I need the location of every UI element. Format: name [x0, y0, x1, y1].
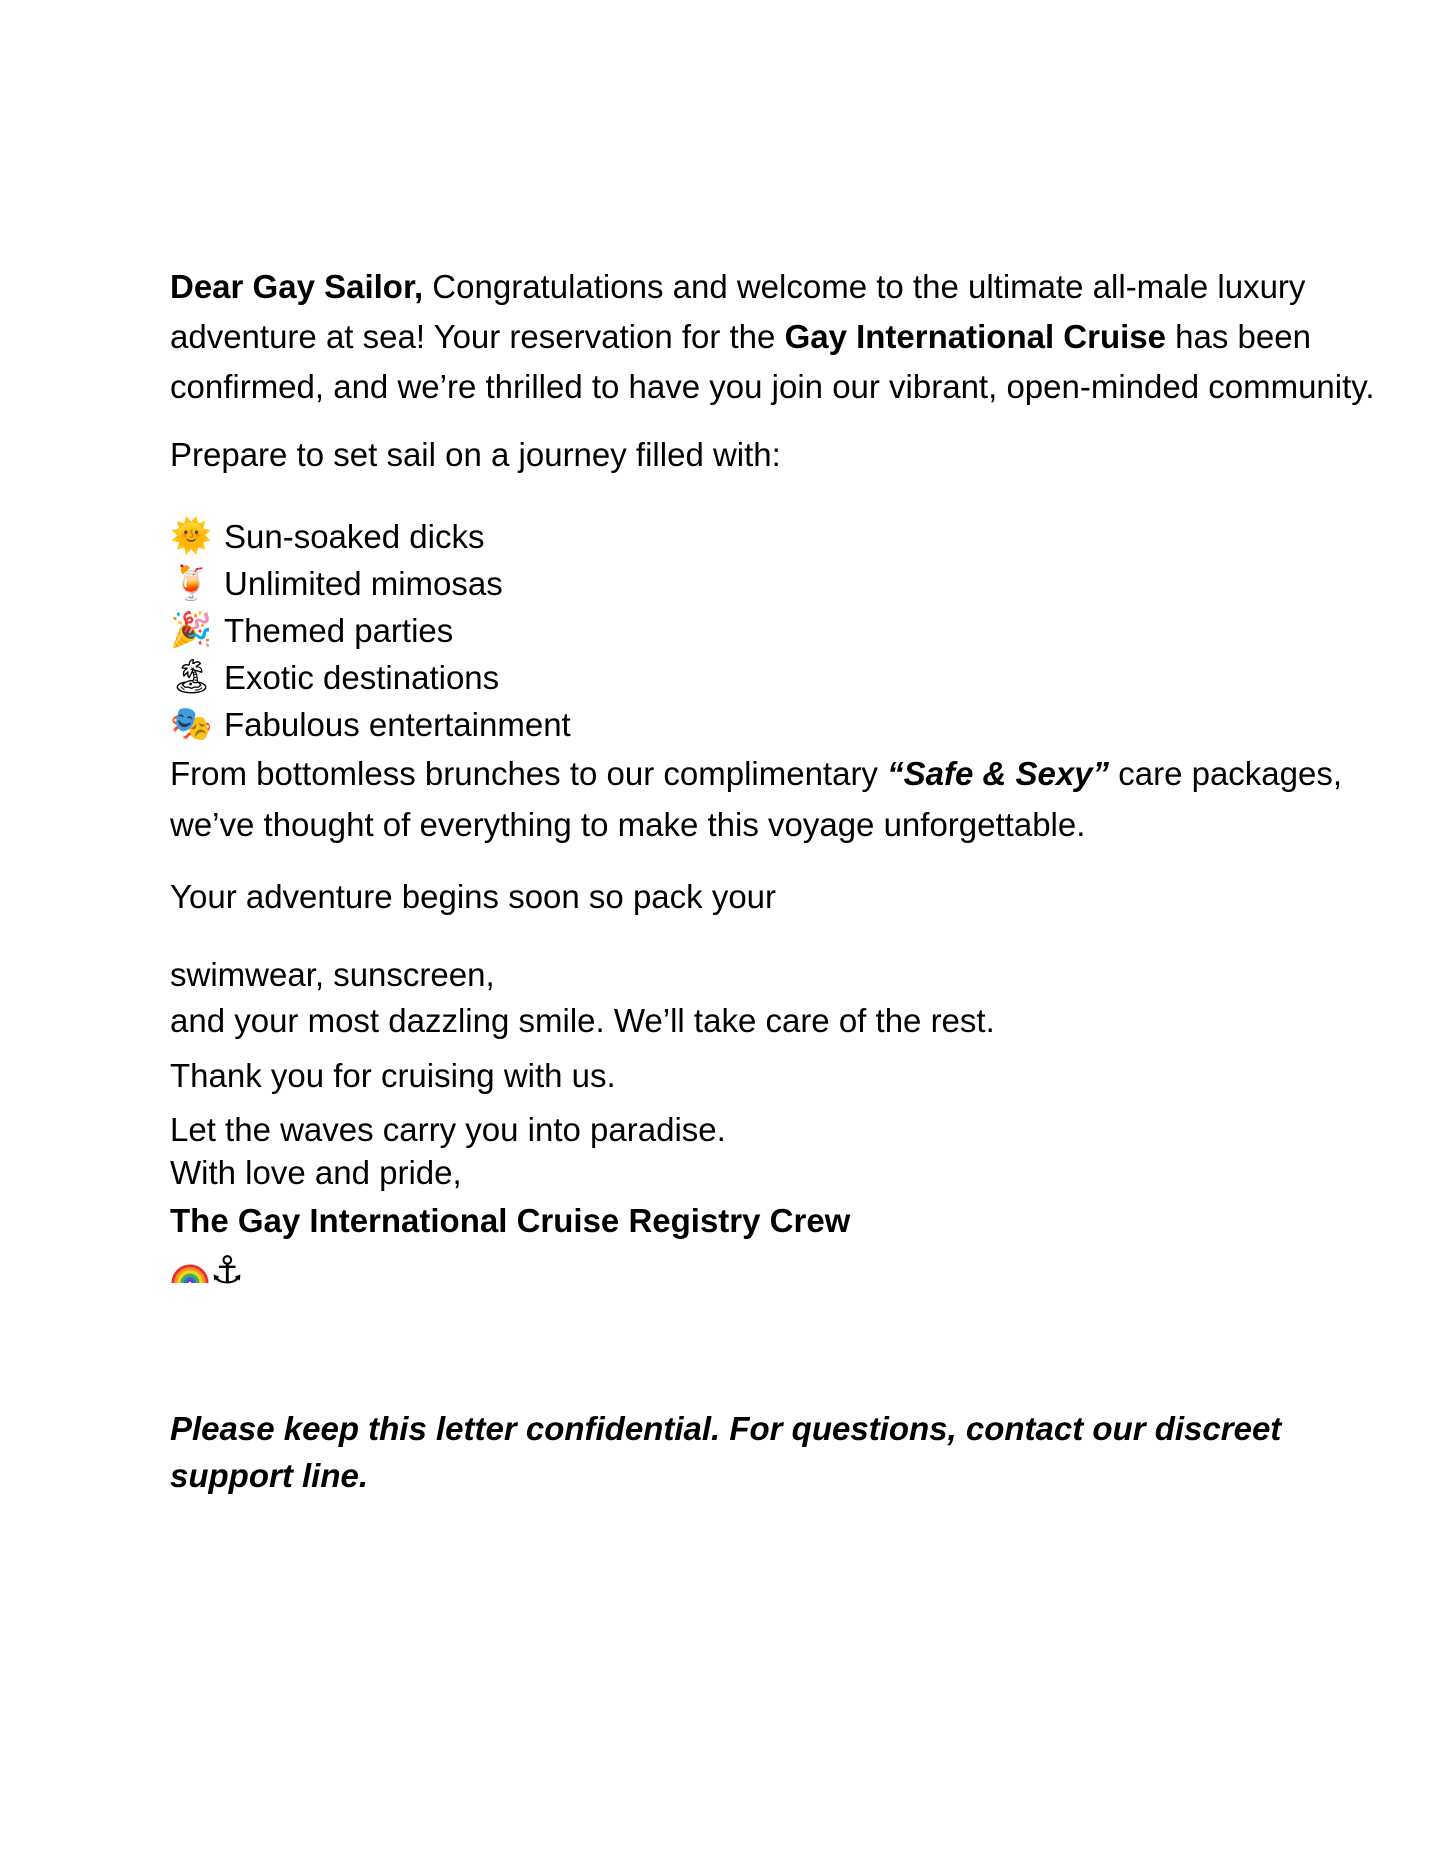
list-item-label: Unlimited mimosas	[224, 564, 503, 602]
island-icon: 🏝	[170, 656, 214, 697]
signoff-icons	[170, 1246, 1390, 1294]
sun-icon: 🌞	[170, 515, 213, 556]
packing-line-1: swimwear, sunscreen,	[170, 956, 495, 994]
prepare-paragraph: Prepare to set sail on a journey filled with:	[170, 436, 781, 474]
theater-masks-icon: 🎭	[170, 703, 213, 744]
rainbow-icon	[170, 1251, 210, 1285]
love-line: With love and pride,	[170, 1153, 462, 1191]
list-item	[170, 560, 1390, 607]
from-text-2: care packages, we’ve thought of everything to make this voyage unforgettable.	[170, 754, 1343, 843]
closing-paragraph	[170, 1109, 1390, 1193]
waves-line: Let the waves carry you into paradise.	[170, 1111, 726, 1149]
adventure-paragraph: Your adventure begins soon so pack your	[170, 877, 777, 915]
intro-text-1: Congratulations and welcome to the ultimate all-male luxury adventure at sea! Your reservation for the	[170, 268, 1306, 356]
packing-paragraph	[170, 952, 1390, 1043]
list-item	[170, 701, 1390, 748]
intro-text-2: has been confirmed, and we’re thrilled to have you join our vibrant, open-minded community.	[170, 318, 1375, 406]
from-text-1: From bottomless brunches to our complimentary	[170, 754, 888, 792]
list-item-label: Exotic destinations	[224, 658, 500, 696]
party-popper-icon: 🎉	[170, 609, 213, 650]
thanks-paragraph: Thank you for cruising with us.	[170, 1057, 616, 1095]
signature	[170, 1196, 1390, 1246]
intro-paragraph	[170, 262, 1390, 412]
care-packages-paragraph	[170, 748, 1390, 850]
list-item-label: Sun-soaked dicks	[224, 517, 485, 555]
list-item	[170, 513, 1390, 560]
confidential-notice: Please keep this letter confidential. For questions, contact our discreet support line.	[170, 1409, 1282, 1494]
list-item	[170, 654, 1390, 701]
letter-body	[170, 262, 1390, 1500]
crew-name: The Gay International Cruise Registry Crew	[170, 1201, 851, 1239]
list-item	[170, 607, 1390, 654]
packing-line-2: and your most dazzling smile. We’ll take care of the rest.	[170, 1001, 995, 1039]
amenities-list	[170, 513, 1390, 748]
list-item-label: Fabulous entertainment	[224, 705, 571, 743]
greeting: Dear Gay Sailor,	[170, 268, 424, 305]
list-item-label: Themed parties	[224, 611, 454, 649]
safe-sexy-highlight: “Safe & Sexy”	[887, 754, 1110, 792]
cruise-name: Gay International Cruise	[784, 318, 1166, 356]
tropical-drink-icon: 🍹	[170, 562, 213, 603]
anchor-icon: ⚓	[210, 1247, 247, 1292]
